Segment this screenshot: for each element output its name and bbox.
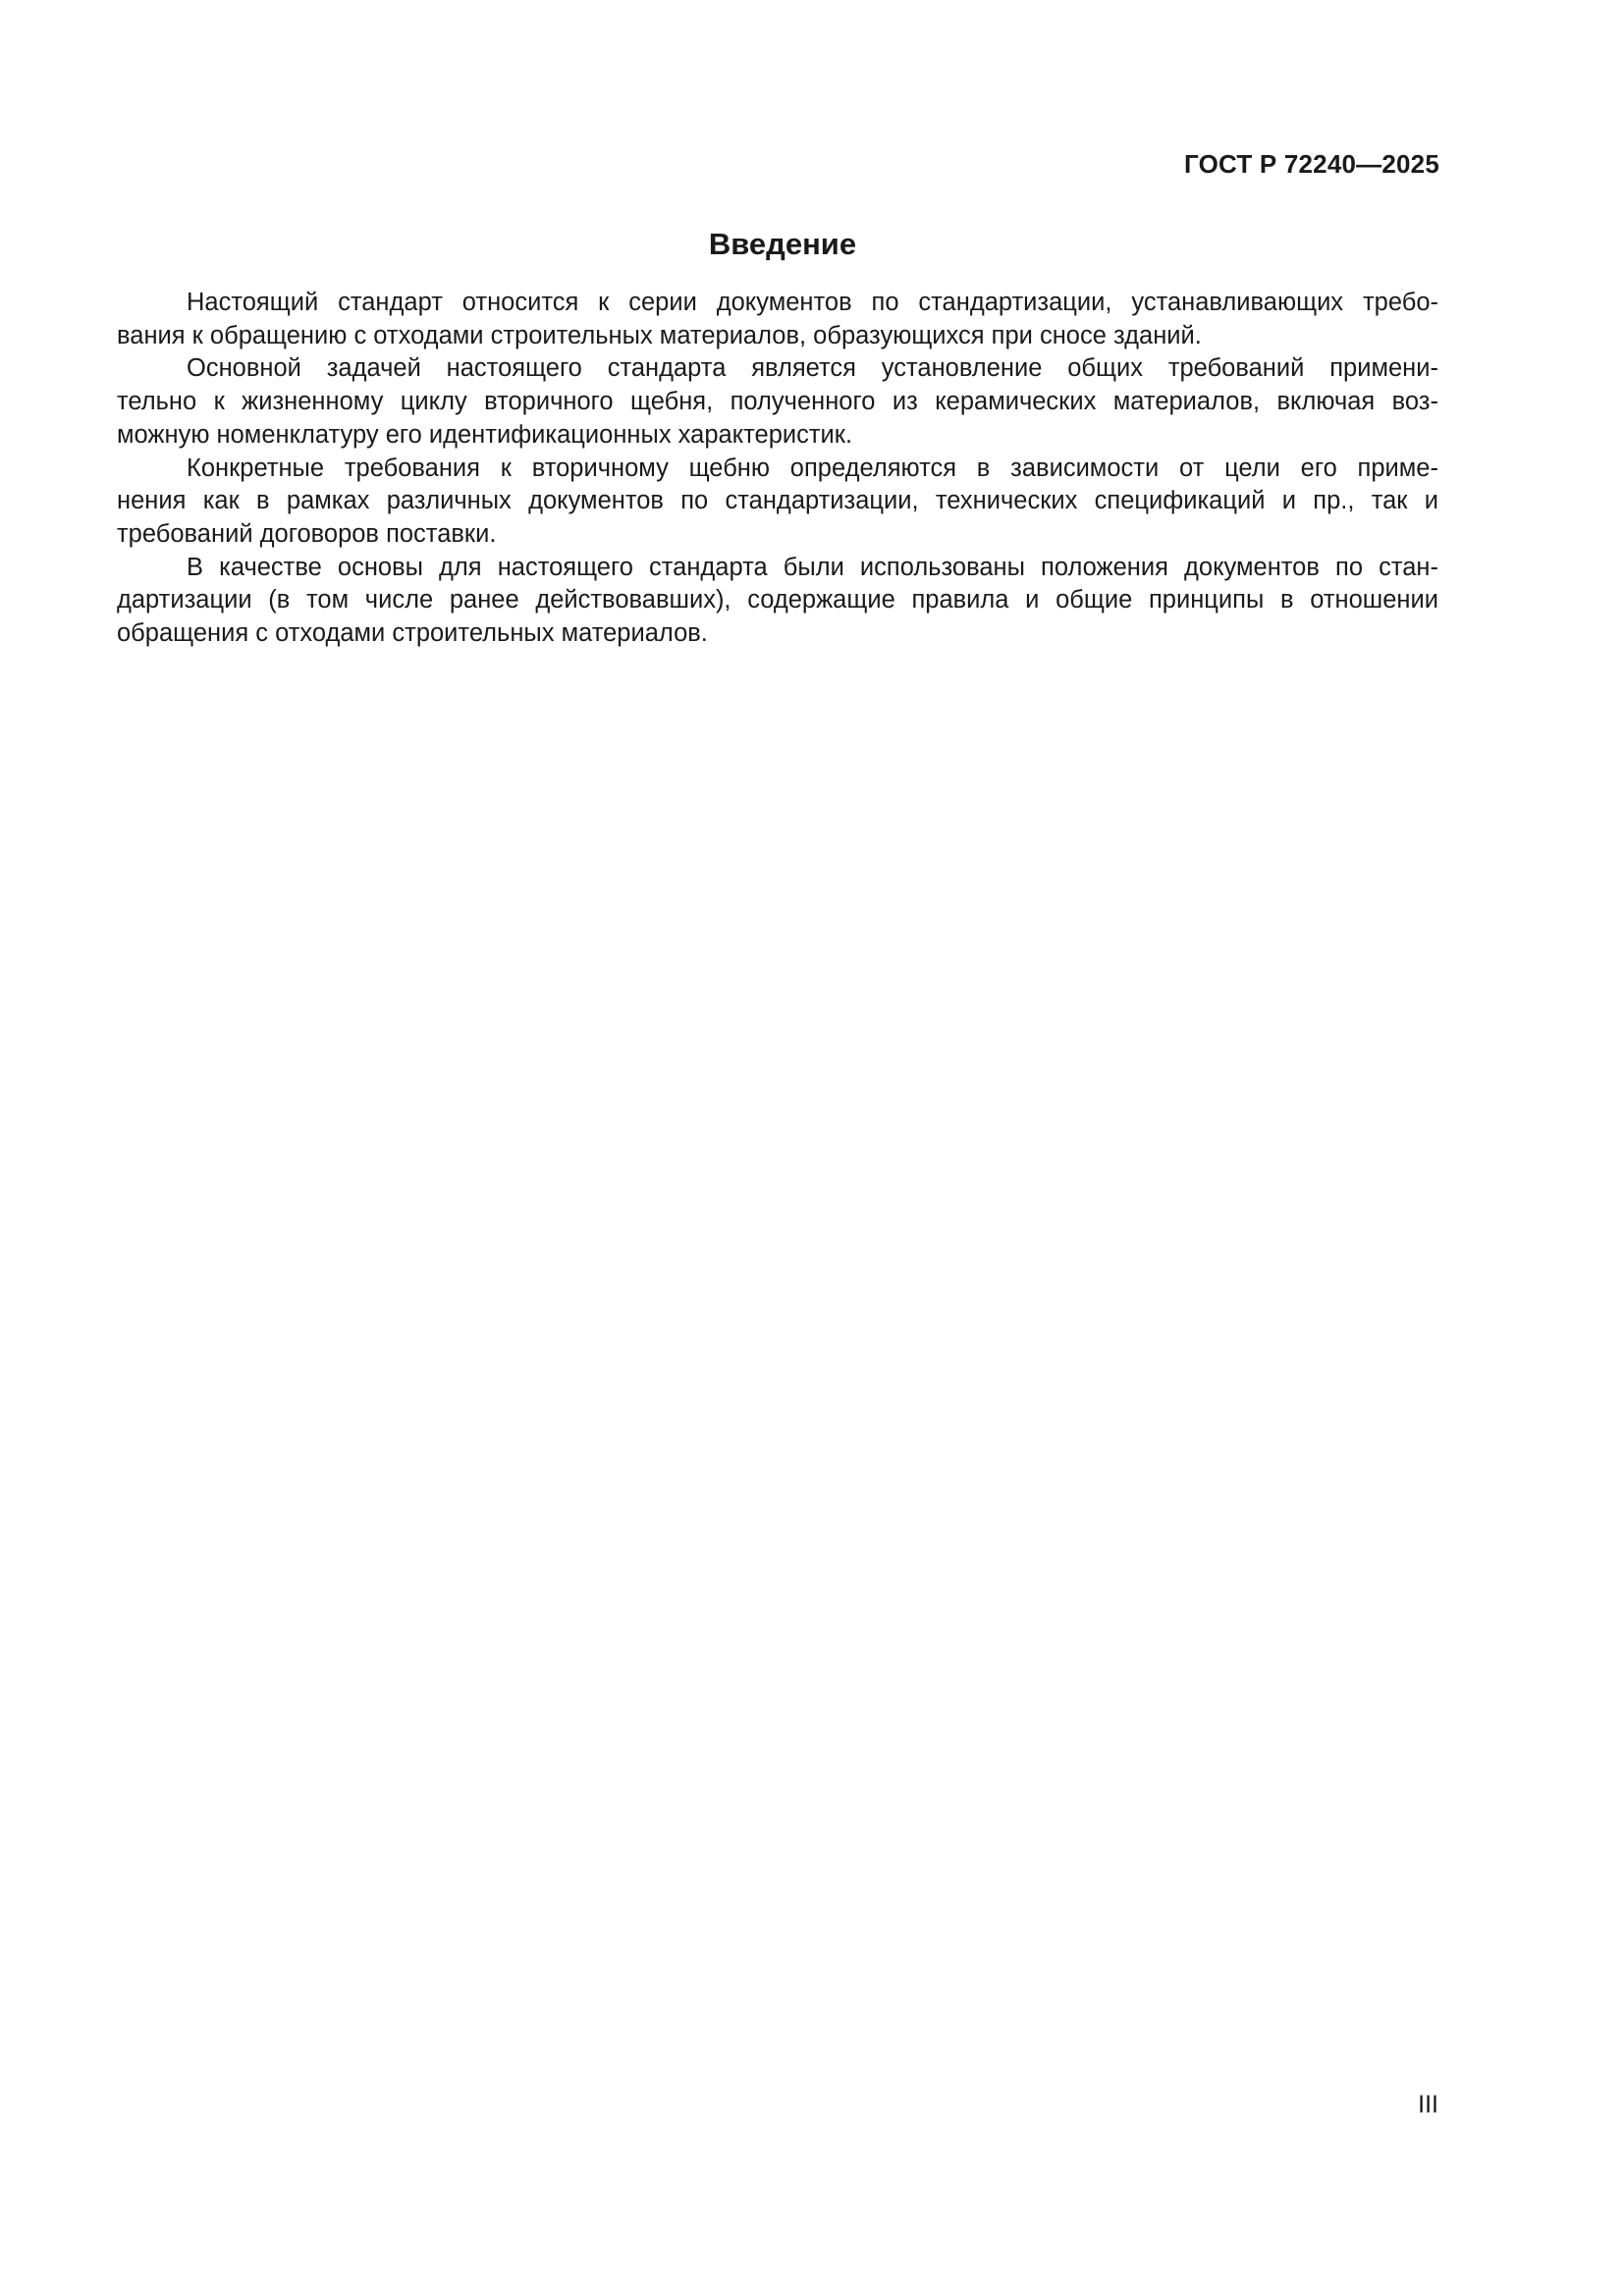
paragraph xyxy=(117,352,1438,452)
paragraph xyxy=(117,552,1438,651)
text-line: Конкретные требования к вторичному щебню определяются в зависимости от цели его приме- xyxy=(187,454,1438,482)
paragraph xyxy=(117,453,1438,552)
text-line: можную номенклатуру его идентификационных характеристик. xyxy=(117,420,853,449)
text-line: дартизации (в том числе ранее действовавших), содержащие правила и общие принципы в отношении xyxy=(117,586,1438,614)
text-line: требований договоров поставки. xyxy=(117,519,497,548)
page-number: III xyxy=(1418,2091,1438,2118)
text-line: вания к обращению с отходами строительных материалов, образующихся при сносе зданий. xyxy=(117,321,1202,349)
text-line: обращения с отходами строительных материалов. xyxy=(117,619,708,648)
text-line: тельно к жизненному циклу вторичного щебня, полученного из керамических материалов, включая воз- xyxy=(117,388,1438,416)
paragraph xyxy=(117,287,1438,352)
section-title: Введение xyxy=(708,227,857,261)
document-id-header: ГОСТ Р 72240—2025 xyxy=(1184,149,1439,179)
text-line: нения как в рамках различных документов по стандартизации, технических спецификаций и пр., так и xyxy=(117,487,1438,515)
introduction-body xyxy=(117,287,1438,651)
text-line: Основной задачей настоящего стандарта является установление общих требований примени- xyxy=(187,354,1438,383)
text-line: Настоящий стандарт относится к серии документов по стандартизации, устанавливающих требо- xyxy=(187,289,1438,316)
text-line: В качестве основы для настоящего стандарта были использованы положения документов по стан- xyxy=(187,553,1438,581)
